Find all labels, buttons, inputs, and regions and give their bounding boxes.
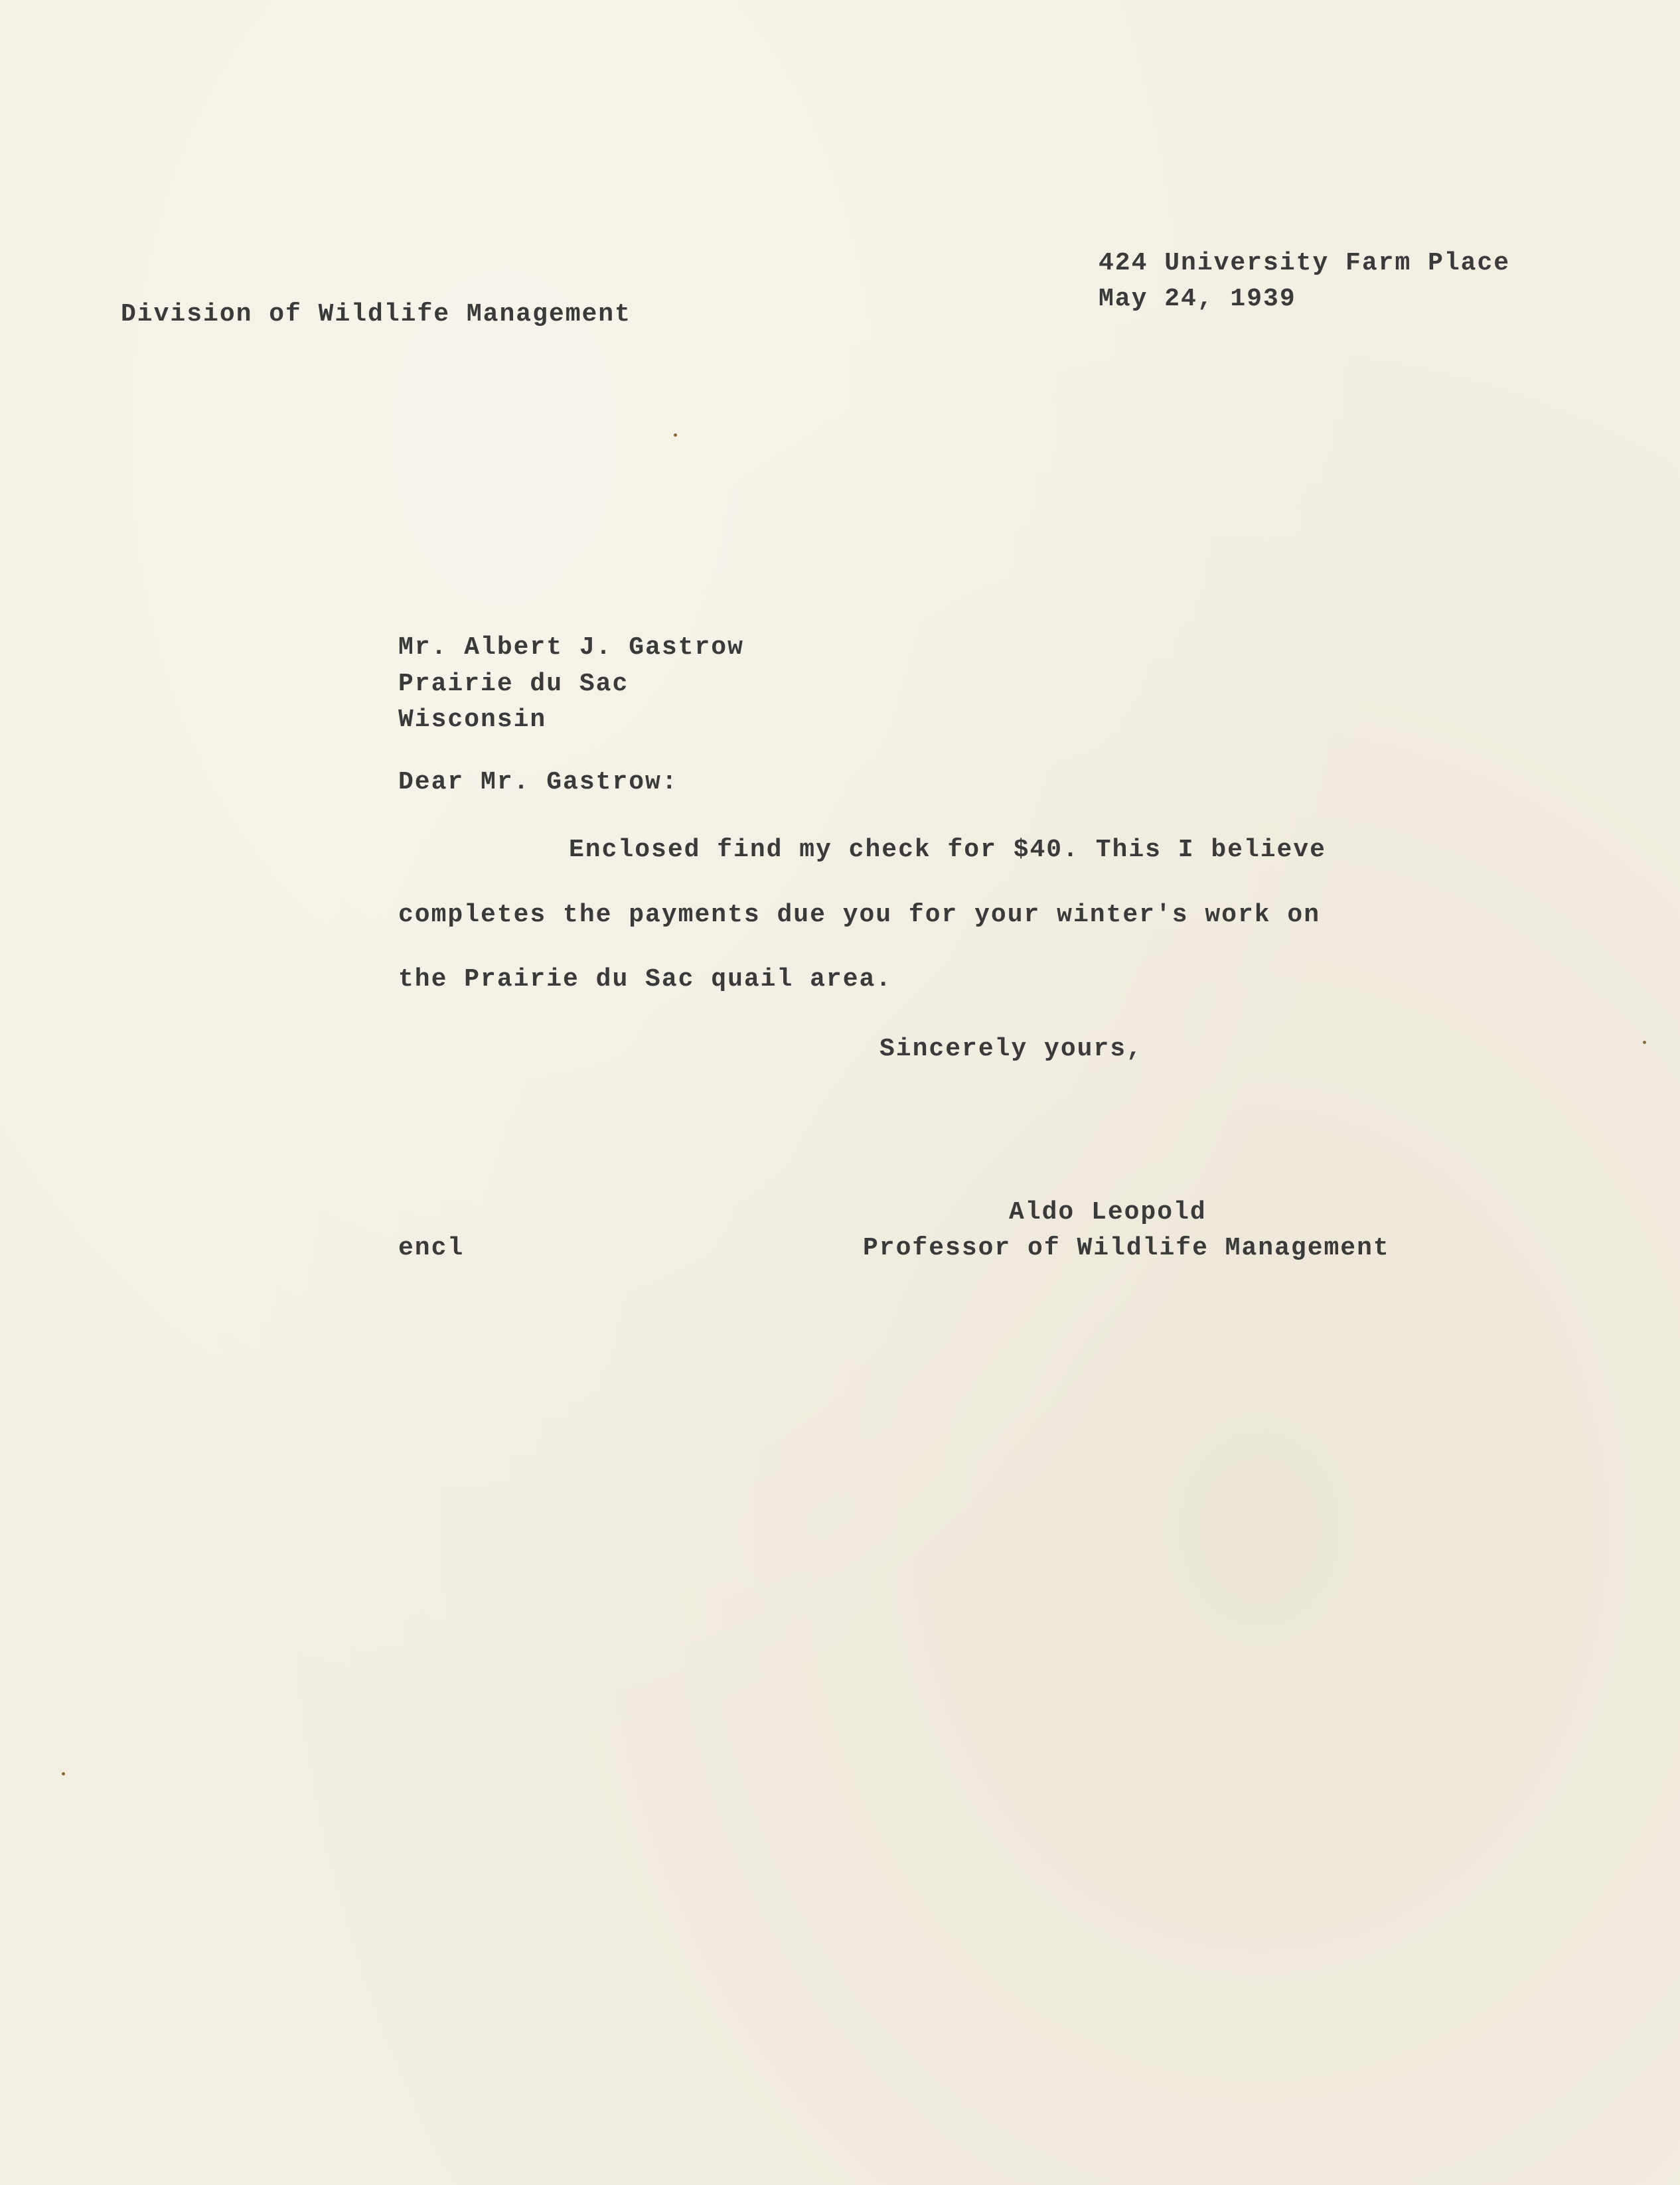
letter-date: May 24, 1939 xyxy=(1099,285,1296,313)
signer-title: Professor of Wildlife Management xyxy=(863,1234,1390,1262)
paper-speck xyxy=(62,1772,65,1775)
recipient-state: Wisconsin xyxy=(398,706,547,734)
paper-speck xyxy=(674,433,677,437)
body-line-3: the Prairie du Sac quail area. xyxy=(398,965,893,994)
recipient-name: Mr. Albert J. Gastrow xyxy=(398,633,744,662)
sender-address: 424 University Farm Place xyxy=(1099,249,1511,277)
body-line-1: Enclosed find my check for $40. This I believe xyxy=(569,836,1326,864)
salutation: Dear Mr. Gastrow: xyxy=(398,768,678,796)
body-line-2: completes the payments due you for your winter's work on xyxy=(398,901,1321,929)
enclosure-note: encl xyxy=(398,1234,465,1262)
division-heading: Division of Wildlife Management xyxy=(121,300,631,329)
signer-name: Aldo Leopold xyxy=(1009,1198,1207,1227)
paper-speck xyxy=(1643,1041,1646,1044)
closing: Sincerely yours, xyxy=(879,1035,1143,1063)
recipient-city: Prairie du Sac xyxy=(398,670,629,698)
